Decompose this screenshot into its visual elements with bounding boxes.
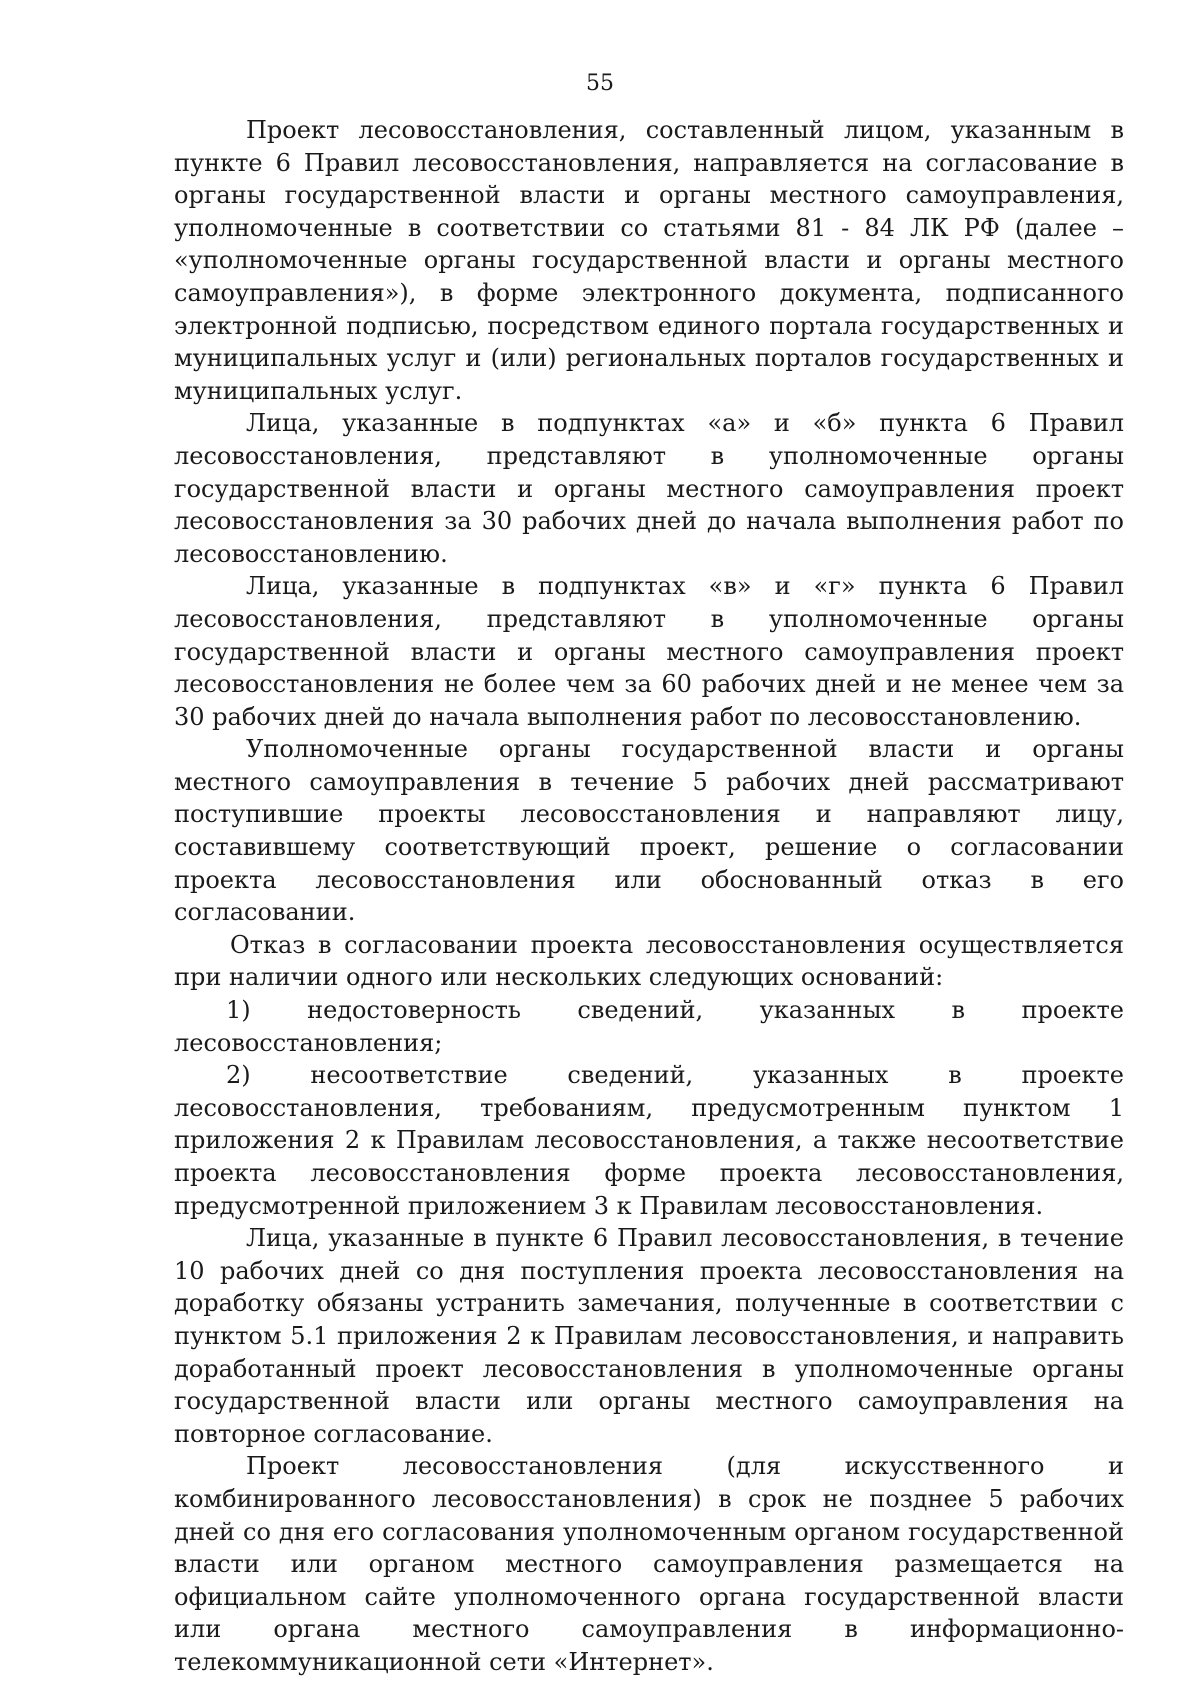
- paragraph-project-submission: Проект лесовосстановления, составленный лицом, указанным в пункте 6 Правил лесовосстановления, направляется на согласование в органы государственной власти и органы местного самоуправления, уполномоченные в соответствии со статьями 81 - 84 ЛК РФ (далее – «уполномоченные органы государственной власти и органы местного самоуправления»), в форме электронного документа, подписанного электронной подписью, посредством единого портала государственных и муниципальных услуг и (или) региональных порталов государственных и муниципальных услуг.: [174, 116, 1124, 405]
- document-body: [174, 114, 1124, 1679]
- paragraph-persons-a-b: Лица, указанные в подпунктах «а» и «б» пункта 6 Правил лесовосстановления, представляют в уполномоченные органы государственной власти и органы местного самоуправления проект лесовосстановления за 30 рабочих дней до начала выполнения работ по лесовосстановлению.: [174, 409, 1124, 568]
- paragraph-refusal-grounds: Отказ в согласовании проекта лесовосстановления осуществляется при наличии одного или нескольких следующих оснований:: [174, 930, 1124, 992]
- page-number: 55: [586, 71, 614, 96]
- paragraph-publication: Проект лесовосстановления (для искусственного и комбинированного лесовосстановления) в срок не позднее 5 рабочих дней со дня его согласования уполномоченным органом государственной власти или органом местного самоуправления размещается на официальном сайте уполномоченного органа государственной власти или органа местного самоуправления в информационно-телекоммуникационной сети «Интернет».: [174, 1452, 1124, 1676]
- list-item-ground-2: 2) несоответствие сведений, указанных в проекте лесовосстановления, требованиям, предусмотренным пунктом 1 приложения 2 к Правилам лесовосстановления, а также несоответствие проекта лесовосстановления форме проекта лесовосстановления, предусмотренной приложением 3 к Правилам лесовосстановления.: [174, 1061, 1124, 1220]
- paragraph-persons-v-g: Лица, указанные в подпунктах «в» и «г» пункта 6 Правил лесовосстановления, представляют в уполномоченные органы государственной власти и органы местного самоуправления проект лесовосстановления не более чем за 60 рабочих дней и не менее чем за 30 рабочих дней до начала выполнения работ по лесовосстановлению.: [174, 572, 1124, 731]
- paragraph-revision: Лица, указанные в пункте 6 Правил лесовосстановления, в течение 10 рабочих дней со дня поступления проекта лесовосстановления на доработку обязаны устранить замечания, полученные в соответствии с пунктом 5.1 приложения 2 к Правилам лесовосстановления, и направить доработанный проект лесовосстановления в уполномоченные органы государственной власти или органы местного самоуправления на повторное согласование.: [174, 1224, 1124, 1448]
- paragraph-review-decision: Уполномоченные органы государственной власти и органы местного самоуправления в течение 5 рабочих дней рассматривают поступившие проекты лесовосстановления и направляют лицу, составившему соответствующий проект, решение о согласовании проекта лесовосстановления или обоснованный отказ в его согласовании.: [174, 735, 1124, 927]
- list-item-ground-1: 1) недостоверность сведений, указанных в проекте лесовосстановления;: [174, 996, 1124, 1057]
